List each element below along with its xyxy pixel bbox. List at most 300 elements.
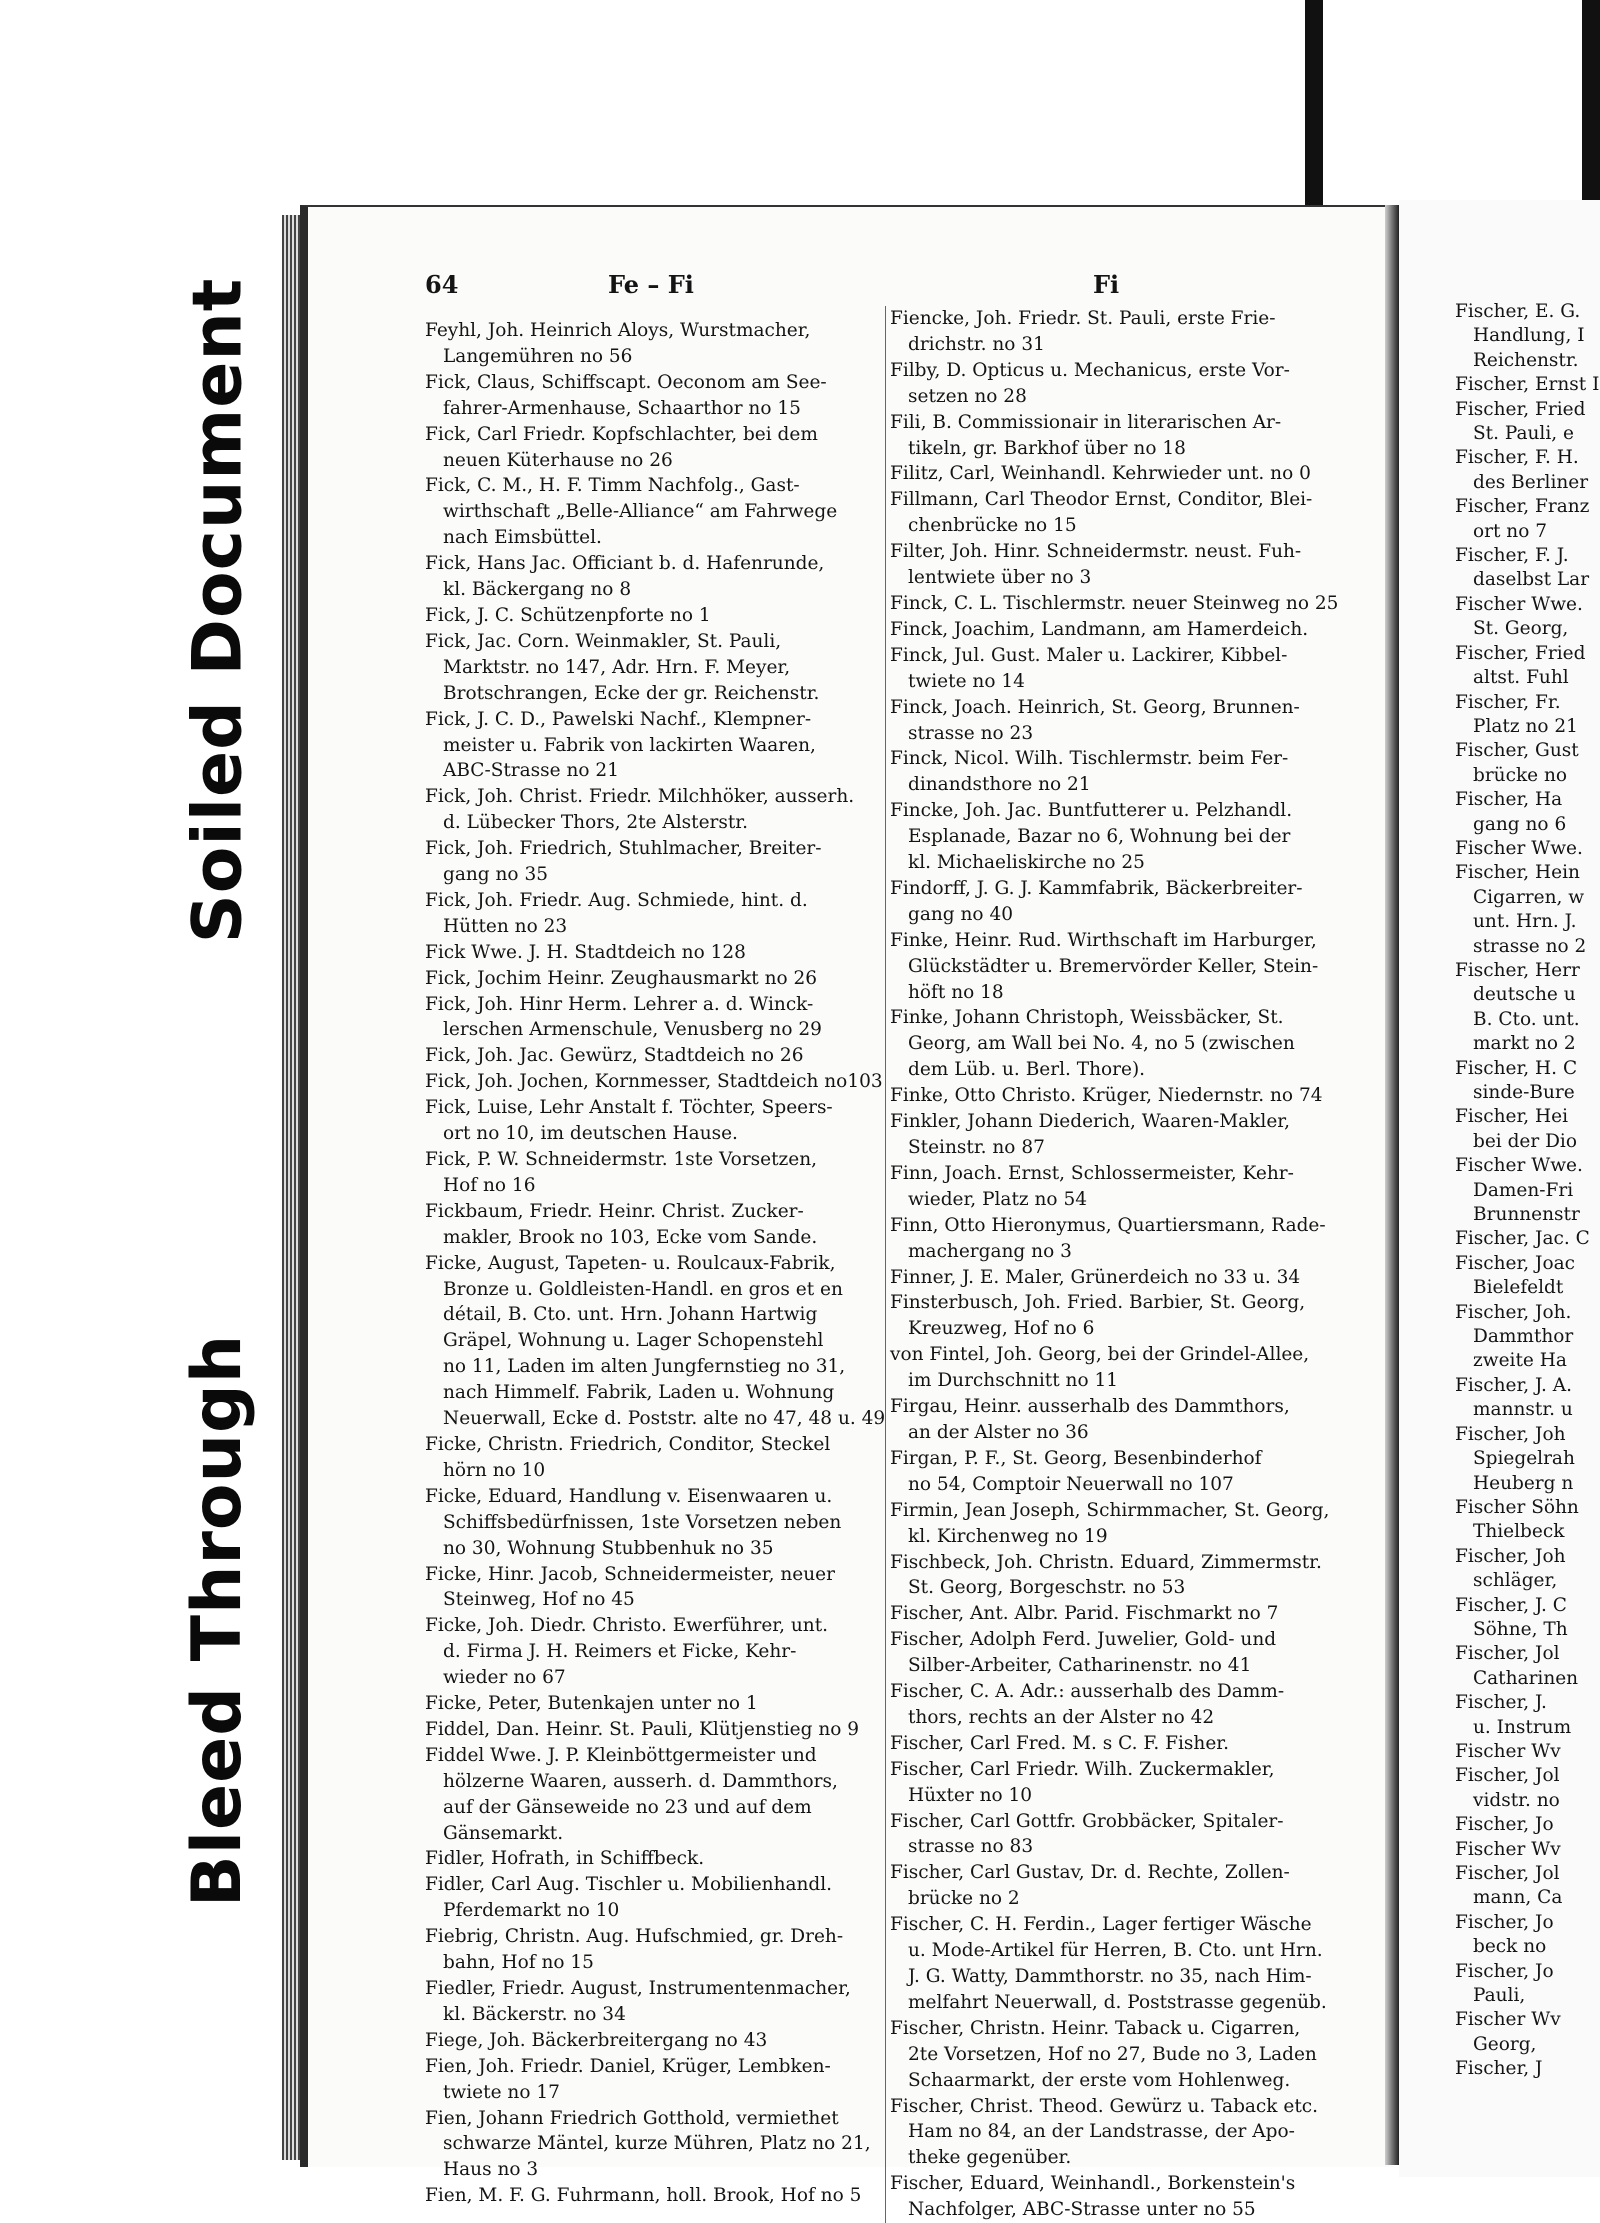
entry-first-line: Finck, Joach. Heinrich, St. Georg, Brunnen- <box>890 696 1300 718</box>
partial-entry-line: Fischer, Joh. <box>1455 1301 1572 1323</box>
partial-entry-line: Fischer, Hei <box>1455 1106 1569 1128</box>
entry-continuation-line: thors, rechts an der Alster no 42 <box>908 1706 1215 1728</box>
entry-continuation-line: Pferdemarkt no 10 <box>443 1900 620 1922</box>
partial-entry-line: brücke no <box>1473 764 1568 786</box>
entry-continuation-line: 2te Vorsetzen, Hof no 27, Bude no 3, Laden <box>908 2043 1317 2065</box>
partial-entry-line: mannstr. u <box>1473 1399 1573 1421</box>
entry-continuation-line: nach Himmelf. Fabrik, Laden u. Wohnung <box>443 1382 835 1404</box>
directory-entry <box>890 798 1345 876</box>
partial-entry-line: Fischer, Herr <box>1455 959 1580 981</box>
partial-entry-line: Georg, <box>1473 2033 1537 2055</box>
directory-entry <box>425 966 880 992</box>
entry-continuation-line: Silber-Arbeiter, Catharinenstr. no 41 <box>908 1655 1252 1677</box>
directory-entry <box>890 1679 1345 1731</box>
entry-continuation-line: Marktstr. no 147, Adr. Hrn. F. Meyer, <box>443 656 791 678</box>
directory-entry <box>425 1924 880 1976</box>
partial-entry-line: Cigarren, w <box>1473 886 1585 908</box>
partial-entry-line: des Berliner <box>1473 471 1589 493</box>
entry-continuation-line: höft no 18 <box>908 981 1004 1003</box>
entry-first-line: Fischer, C. H. Ferdin., Lager fertiger Wäsche <box>890 1914 1312 1936</box>
entry-first-line: Fick Wwe. J. H. Stadtdeich no 128 <box>425 941 746 963</box>
directory-entry <box>425 992 880 1044</box>
directory-entry <box>890 1161 1345 1213</box>
partial-entry-line: Fischer, J <box>1455 2058 1543 2080</box>
partial-entry-line: altst. Fuhl <box>1473 667 1569 689</box>
directory-entry <box>425 1147 880 1199</box>
directory-entry <box>890 617 1345 643</box>
entry-first-line: Firmin, Jean Joseph, Schirmmacher, St. Georg, <box>890 1499 1330 1521</box>
partial-entry-line: Dammthor <box>1473 1326 1574 1348</box>
entry-continuation-line: no 30, Wohnung Stubbenhuk no 35 <box>443 1537 774 1559</box>
partial-entry-line: Fischer, Jac. C <box>1455 1228 1590 1250</box>
entry-first-line: Finke, Heinr. Rud. Wirthschaft im Harburger, <box>890 929 1317 951</box>
entry-first-line: Fick, Hans Jac. Officiant b. d. Hafenrunde, <box>425 553 825 575</box>
partial-entry-line: Fischer, Fried <box>1455 642 1586 664</box>
entry-continuation-line: wirthschaft „Belle-Alliance“ am Fahrwege <box>443 501 838 523</box>
partial-entry-line: Reichenstr. <box>1473 349 1579 371</box>
partial-entry-line: mann, Ca <box>1473 1887 1563 1909</box>
entry-first-line: Fischer, C. A. Adr.: ausserhalb des Damm- <box>890 1681 1285 1703</box>
book-gutter <box>1385 205 1399 2165</box>
page-number: 64 <box>425 270 459 299</box>
entry-continuation-line: twiete no 14 <box>908 670 1025 692</box>
directory-entry <box>890 461 1345 487</box>
partial-entry-line: Fischer, Jol <box>1455 1863 1560 1884</box>
entry-continuation-line: dem Lüb. u. Berl. Thore). <box>908 1059 1146 1081</box>
entry-continuation-line: machergang no 3 <box>908 1240 1072 1262</box>
directory-entry <box>425 422 880 474</box>
directory-entry <box>890 1005 1345 1083</box>
entry-first-line: Fick, Joh. Christ. Friedr. Milchhöker, ausserh. <box>425 786 855 808</box>
entry-continuation-line: kl. Bäckerstr. no 34 <box>443 2003 626 2025</box>
entry-continuation-line: Hüxter no 10 <box>908 1784 1033 1806</box>
entry-first-line: Ficke, Christn. Friedrich, Conditor, Steckel <box>425 1433 831 1455</box>
partial-entry-line: bei der Dio <box>1473 1130 1577 1152</box>
entry-first-line: Fien, M. F. G. Fuhrmann, holl. Brook, Hof no 5 <box>425 2185 862 2207</box>
entry-first-line: Fick, J. C. D., Pawelski Nachf., Klempner- <box>425 708 812 730</box>
entry-first-line: Fien, Johann Friedrich Gotthold, vermiethet <box>425 2107 839 2129</box>
entry-continuation-line: ABC-Strasse no 21 <box>443 760 619 782</box>
entry-first-line: Finke, Otto Christo. Krüger, Niedernstr. no 74 <box>890 1085 1323 1107</box>
partial-entry-line: St. Georg, <box>1473 618 1569 640</box>
partial-entry-line: Fischer, E. G. <box>1455 301 1581 322</box>
entry-continuation-line: Gräpel, Wohnung u. Lager Schopenstehl <box>443 1330 824 1352</box>
partial-entry-line: beck no <box>1473 1936 1547 1958</box>
entry-first-line: Ficke, Peter, Butenkajen unter no 1 <box>425 1693 758 1715</box>
directory-entry <box>425 1562 880 1614</box>
entry-continuation-line: ort no 10, im deutschen Hause. <box>443 1123 738 1145</box>
entry-continuation-line: lerschen Armenschule, Venusberg no 29 <box>443 1019 822 1041</box>
directory-entry <box>890 1550 1345 1602</box>
directory-entry <box>425 707 880 785</box>
entry-continuation-line: bahn, Hof no 15 <box>443 1952 594 1974</box>
entry-continuation-line: Glückstädter u. Bremervörder Keller, Stein- <box>908 955 1319 977</box>
directory-column-middle <box>885 306 1345 2223</box>
partial-entry-line: Fischer, Jo <box>1455 1814 1554 1836</box>
entry-first-line: Fincke, Joh. Jac. Buntfutterer u. Pelzhandl. <box>890 800 1293 822</box>
partial-entry-line: Fischer, F. H. <box>1455 447 1579 469</box>
partial-entry-line: Fischer, Gust <box>1455 740 1579 762</box>
partial-entry-line: Fischer Wv <box>1455 1838 1561 1860</box>
entry-continuation-line: wieder, Platz no 54 <box>908 1188 1087 1210</box>
directory-entry <box>890 591 1345 617</box>
entry-first-line: Fiebrig, Christn. Aug. Hufschmied, gr. Dreh- <box>425 1926 844 1948</box>
entry-first-line: Fick, Jac. Corn. Weinmakler, St. Pauli, <box>425 630 782 652</box>
directory-entry <box>890 1290 1345 1342</box>
entry-continuation-line: Schiffsbedürfnissen, 1ste Vorsetzen neben <box>443 1511 842 1533</box>
directory-entry <box>425 1069 883 1095</box>
directory-entry <box>890 1627 1345 1679</box>
entry-first-line: Fiencke, Joh. Friedr. St. Pauli, erste Frie- <box>890 308 1276 329</box>
entry-continuation-line: Esplanade, Bazar no 6, Wohnung bei der <box>908 826 1291 848</box>
entry-continuation-line: Haus no 3 <box>443 2159 539 2181</box>
entry-continuation-line: Hof no 16 <box>443 1174 536 1196</box>
partial-entry-line: Handlung, I <box>1473 325 1585 347</box>
directory-entry <box>425 2028 880 2054</box>
partial-entry-line: Heuberg n <box>1473 1472 1574 1494</box>
partial-entry-line: Fischer Wv <box>1455 1740 1561 1762</box>
directory-entry <box>425 888 880 940</box>
entry-first-line: Fick, Joh. Friedr. Aug. Schmiede, hint. d. <box>425 889 808 911</box>
partial-entry-line: gang no 6 <box>1473 813 1567 835</box>
partial-entry-line: Söhne, Th <box>1473 1618 1568 1640</box>
entry-continuation-line: Brotschrangen, Ecke der gr. Reichenstr. <box>443 682 820 704</box>
entry-first-line: Fischer, Carl Fred. M. s C. F. Fisher. <box>890 1732 1229 1754</box>
entry-continuation-line: J. G. Watty, Dammthorstr. no 35, nach Him- <box>908 1966 1312 1987</box>
directory-entry <box>890 487 1345 539</box>
partial-entry-line: Fischer Wwe. <box>1455 1155 1583 1177</box>
partial-entry-line: Thielbeck <box>1473 1521 1565 1543</box>
entry-continuation-line: chenbrücke no 15 <box>908 515 1077 537</box>
entry-continuation-line: Bronze u. Goldleisten-Handl. en gros et en <box>443 1278 843 1300</box>
directory-entry <box>890 1446 1345 1498</box>
partial-entry-line: Fischer, Jo <box>1455 1960 1554 1982</box>
entry-continuation-line: kl. Kirchenweg no 19 <box>908 1525 1108 1547</box>
directory-entry <box>425 318 880 370</box>
entry-continuation-line: lentwiete über no 3 <box>908 567 1092 589</box>
entry-continuation-line: no 11, Laden im alten Jungfernstieg no 31, <box>443 1356 846 1378</box>
partial-entry-line: strasse no 2 <box>1473 935 1587 957</box>
entry-first-line: Fischer, Ant. Albr. Parid. Fischmarkt no 7 <box>890 1603 1279 1625</box>
entry-continuation-line: Neuerwall, Ecke d. Poststr. alte no 47, 48 u. 49 <box>443 1408 886 1430</box>
entry-first-line: von Fintel, Joh. Georg, bei der Grindel-Allee, <box>890 1344 1310 1366</box>
entry-first-line: Fick, Jochim Heinr. Zeughausmarkt no 26 <box>425 967 818 989</box>
partial-entry-line: schläger, <box>1473 1570 1558 1592</box>
entry-first-line: Finn, Joach. Ernst, Schlossermeister, Kehr- <box>890 1162 1294 1184</box>
directory-entry <box>425 1251 886 1432</box>
entry-continuation-line: St. Georg, Borgeschstr. no 53 <box>908 1577 1186 1599</box>
entry-first-line: Fick, Claus, Schiffscapt. Oeconom am See- <box>425 371 827 393</box>
partial-entry-line: Fischer Wwe. <box>1455 837 1583 859</box>
entry-first-line: Fischer, Carl Gottfr. Grobbäcker, Spitaler- <box>890 1810 1284 1832</box>
bleed-through-label: Bleed Through <box>178 1333 258 1907</box>
partial-entry-line: Fischer, Ernst I <box>1455 374 1600 396</box>
entry-continuation-line: no 54, Comptoir Neuerwall no 107 <box>908 1473 1234 1495</box>
entry-continuation-line: neuen Küterhause no 26 <box>443 449 673 471</box>
partial-entry-line: markt no 2 <box>1473 1033 1576 1055</box>
directory-entry <box>425 629 880 707</box>
entry-continuation-line: u. Mode-Artikel für Herren, B. Cto. unt Hrn. <box>908 1940 1323 1962</box>
partial-entry-line: Fischer, H. C <box>1455 1057 1578 1079</box>
directory-entry <box>425 1872 880 1924</box>
directory-entry <box>425 1691 880 1717</box>
partial-entry-line: Fischer, J. <box>1455 1692 1547 1714</box>
entry-first-line: Fick, Luise, Lehr Anstalt f. Töchter, Speers- <box>425 1097 833 1119</box>
partial-entry-line: vidstr. no <box>1473 1789 1560 1811</box>
entry-continuation-line: melfahrt Neuerwall, d. Poststrasse gegenüb. <box>908 1991 1327 2013</box>
entry-first-line: Filitz, Carl, Weinhandl. Kehrwieder unt. no 0 <box>890 463 1311 485</box>
entry-first-line: Finner, J. E. Maler, Grünerdeich no 33 u. 34 <box>890 1266 1301 1288</box>
partial-entry-line: Platz no 21 <box>1473 715 1578 737</box>
entry-first-line: Finkler, Johann Diederich, Waaren-Makler, <box>890 1111 1290 1133</box>
running-head-center: Fi <box>1093 270 1120 299</box>
partial-entry-line: ort no 7 <box>1473 520 1547 542</box>
partial-entry-line: St. Pauli, e <box>1473 423 1574 445</box>
entry-continuation-line: d. Lübecker Thors, 2te Alsterstr. <box>443 812 748 834</box>
entry-first-line: Ficke, Joh. Diedr. Christo. Ewerführer, unt. <box>425 1615 829 1637</box>
page-stack-edge <box>282 215 300 2160</box>
entry-first-line: Filby, D. Opticus u. Mechanicus, erste Vor- <box>890 359 1290 381</box>
partial-entry-line: Fischer, Ha <box>1455 789 1563 811</box>
directory-column-right-partial <box>1455 300 1600 2082</box>
partial-entry-line: Damen-Fri <box>1473 1179 1574 1201</box>
directory-entry <box>890 1083 1345 1109</box>
entry-first-line: Fick, C. M., H. F. Timm Nachfolg., Gast- <box>425 475 800 497</box>
entry-continuation-line: wieder no 67 <box>443 1667 566 1689</box>
entry-continuation-line: drichstr. no 31 <box>908 333 1045 355</box>
directory-entry <box>425 1095 880 1147</box>
entry-continuation-line: fahrer-Armenhause, Schaarthor no 15 <box>443 397 801 419</box>
entry-continuation-line: makler, Brook no 103, Ecke vom Sande. <box>443 1226 818 1248</box>
partial-entry-line: u. Instrum <box>1473 1716 1572 1738</box>
entry-continuation-line: Steinstr. no 87 <box>908 1137 1045 1158</box>
entry-first-line: Finck, Jul. Gust. Maler u. Lackirer, Kibbel- <box>890 644 1288 666</box>
entry-continuation-line: nach Eimsbüttel. <box>443 527 602 549</box>
entry-first-line: Fick, P. W. Schneidermstr. 1ste Vorsetzen, <box>425 1149 818 1170</box>
directory-entry <box>425 1043 880 1069</box>
entry-continuation-line: setzen no 28 <box>908 385 1027 407</box>
entry-continuation-line: an der Alster no 36 <box>908 1421 1089 1443</box>
entry-first-line: Fischer, Eduard, Weinhandl., Borkenstein's <box>890 2173 1296 2195</box>
partial-entry-line: unt. Hrn. J. <box>1473 911 1577 933</box>
entry-first-line: Feyhl, Joh. Heinrich Aloys, Wurstmacher, <box>425 320 811 341</box>
entry-first-line: Firgan, P. F., St. Georg, Besenbinderhof <box>890 1447 1262 1469</box>
directory-entry <box>890 1109 1345 1161</box>
partial-entry-line: Spiegelrah <box>1473 1448 1575 1470</box>
directory-entry <box>425 2106 880 2184</box>
directory-entry <box>890 876 1345 928</box>
entry-first-line: Fischer, Carl Friedr. Wilh. Zuckermakler, <box>890 1758 1275 1780</box>
directory-entry <box>890 1394 1345 1446</box>
entry-first-line: Fidler, Carl Aug. Tischler u. Mobilienhandl. <box>425 1874 833 1896</box>
directory-entry <box>890 2094 1345 2172</box>
entry-first-line: Ficke, Eduard, Handlung v. Eisenwaaren u. <box>425 1485 833 1507</box>
page-edge-bar-right <box>1582 0 1600 220</box>
entry-first-line: Fischer, Carl Gustav, Dr. d. Rechte, Zollen- <box>890 1862 1290 1884</box>
entry-first-line: Firgau, Heinr. ausserhalb des Dammthors, <box>890 1396 1290 1418</box>
entry-first-line: Fick, Carl Friedr. Kopfschlachter, bei dem <box>425 423 818 445</box>
directory-entry <box>890 539 1345 591</box>
directory-entry <box>425 1717 880 1743</box>
entry-first-line: Finn, Otto Hieronymus, Quartiersmann, Rade- <box>890 1214 1326 1236</box>
entry-continuation-line: strasse no 83 <box>908 1836 1034 1858</box>
entry-first-line: Fick, Joh. Friedrich, Stuhlmacher, Breiter- <box>425 838 822 860</box>
directory-entry <box>890 358 1345 410</box>
entry-continuation-line: Ham no 84, an der Landstrasse, der Apo- <box>908 2121 1295 2143</box>
partial-entry-line: Fischer, Joh <box>1455 1545 1566 1567</box>
entry-continuation-line: Langemühren no 56 <box>443 345 633 367</box>
entry-first-line: Fidler, Hofrath, in Schiffbeck. <box>425 1848 705 1870</box>
directory-entry <box>425 1846 880 1872</box>
entry-continuation-line: brücke no 2 <box>908 1888 1020 1910</box>
entry-first-line: Ficke, Hinr. Jacob, Schneidermeister, neuer <box>425 1563 835 1585</box>
directory-entry <box>890 1601 1345 1627</box>
directory-entry <box>890 1342 1345 1394</box>
entry-continuation-line: hölzerne Waaren, ausserh. d. Dammthors, <box>443 1770 838 1792</box>
entry-first-line: Finck, C. L. Tischlermstr. neuer Steinweg no 25 <box>890 592 1339 614</box>
directory-entry <box>890 643 1345 695</box>
entry-first-line: Fick, Joh. Hinr Herm. Lehrer a. d. Winck- <box>425 993 814 1015</box>
partial-entry-line: Catharinen <box>1473 1667 1579 1689</box>
directory-entry <box>890 746 1345 798</box>
entry-first-line: Finsterbusch, Joh. Fried. Barbier, St. Georg, <box>890 1292 1306 1314</box>
partial-entry-line: Fischer, Jol <box>1455 1765 1560 1787</box>
partial-entry-line: Fischer Wv <box>1455 2009 1561 2031</box>
partial-entry-line: Pauli, <box>1473 1985 1526 2007</box>
partial-entry-line: Fischer, J. C <box>1455 1594 1567 1616</box>
entry-continuation-line: strasse no 23 <box>908 722 1034 744</box>
directory-entry <box>890 695 1345 747</box>
entry-continuation-line: tikeln, gr. Barkhof über no 18 <box>908 437 1186 459</box>
entry-first-line: Fiege, Joh. Bäckerbreitergang no 43 <box>425 2029 768 2051</box>
entry-first-line: Fick, J. C. Schützenpforte no 1 <box>425 604 711 626</box>
entry-continuation-line: kl. Michaeliskirche no 25 <box>908 852 1145 874</box>
entry-first-line: Finck, Nicol. Wilh. Tischlermstr. beim Fer- <box>890 748 1289 770</box>
partial-entry-line: Fischer Wwe. <box>1455 593 1583 615</box>
partial-entry-line: Fischer, Jol <box>1455 1643 1560 1665</box>
partial-entry-line: Fischer, Fried <box>1455 398 1586 420</box>
entry-continuation-line: schwarze Mäntel, kurze Mühren, Platz no 21, <box>443 2133 871 2155</box>
directory-entry <box>425 836 880 888</box>
directory-entry <box>425 1199 880 1251</box>
directory-entry <box>890 1213 1345 1265</box>
entry-first-line: Fick, Joh. Jac. Gewürz, Stadtdeich no 26 <box>425 1045 804 1067</box>
directory-entry <box>890 1809 1345 1861</box>
directory-entry <box>890 1498 1345 1550</box>
directory-entry <box>425 2054 880 2106</box>
entry-continuation-line: hörn no 10 <box>443 1459 546 1481</box>
entry-first-line: Fili, B. Commissionair in literarischen Ar- <box>890 411 1282 433</box>
entry-continuation-line: Georg, am Wall bei No. 4, no 5 (zwischen <box>908 1033 1295 1055</box>
entry-continuation-line: Nachfolger, ABC-Strasse unter no 55 <box>908 2199 1256 2221</box>
directory-entry <box>890 1912 1345 2016</box>
partial-entry-line: Fischer, Hein <box>1455 862 1580 884</box>
page-edge-bar-top <box>1305 0 1323 210</box>
entry-continuation-line: Schaarmarkt, der erste vom Hohlenweg. <box>908 2069 1291 2091</box>
directory-entry <box>890 928 1345 1006</box>
directory-entry <box>425 370 880 422</box>
directory-entry <box>425 603 880 629</box>
directory-entry <box>425 1613 880 1691</box>
directory-entry <box>425 1484 880 1562</box>
directory-entry <box>890 2171 1345 2223</box>
running-head-left: Fe – Fi <box>608 270 694 299</box>
directory-entry <box>425 940 880 966</box>
entry-first-line: Finke, Johann Christoph, Weissbäcker, St. <box>890 1007 1284 1029</box>
partial-entry-line: Fischer, Fr. <box>1455 691 1561 713</box>
entry-first-line: Fickbaum, Friedr. Heinr. Christ. Zucker- <box>425 1200 804 1222</box>
partial-entry-line: Fischer, Joh <box>1455 1423 1566 1445</box>
partial-entry-line: zweite Ha <box>1473 1350 1567 1372</box>
directory-column-left <box>425 318 886 2209</box>
entry-first-line: Fick, Joh. Jochen, Kornmesser, Stadtdeich no103 <box>425 1071 883 1093</box>
soiled-document-label: Soiled Document <box>178 277 258 943</box>
partial-entry-line: Fischer, Joac <box>1455 1252 1575 1274</box>
entry-continuation-line: auf der Gänseweide no 23 und auf dem <box>443 1796 812 1818</box>
entry-continuation-line: gang no 40 <box>908 903 1013 925</box>
entry-continuation-line: meister u. Fabrik von lackirten Waaren, <box>443 734 816 756</box>
directory-entry <box>890 1860 1345 1912</box>
entry-continuation-line: kl. Bäckergang no 8 <box>443 579 632 601</box>
bleed-through-stamp <box>168 1333 268 1907</box>
directory-entry <box>890 1731 1345 1757</box>
entry-continuation-line: Gänsemarkt. <box>443 1822 564 1844</box>
entry-first-line: Fischer, Christ. Theod. Gewürz u. Taback etc. <box>890 2095 1319 2117</box>
entry-continuation-line: theke gegenüber. <box>908 2147 1072 2169</box>
entry-first-line: Finck, Joachim, Landmann, am Hamerdeich. <box>890 618 1309 640</box>
directory-entry <box>425 551 880 603</box>
entry-first-line: Fiddel, Dan. Heinr. St. Pauli, Klütjenstieg no 9 <box>425 1718 860 1740</box>
soiled-document-stamp <box>168 277 268 943</box>
entry-continuation-line: détail, B. Cto. unt. Hrn. Johann Hartwig <box>443 1304 818 1326</box>
entry-first-line: Fischbeck, Joh. Christn. Eduard, Zimmermstr. <box>890 1551 1322 1573</box>
partial-entry-line: Fischer, Jo <box>1455 1911 1554 1933</box>
directory-entry <box>890 306 1345 358</box>
entry-continuation-line: Steinweg, Hof no 45 <box>443 1589 635 1611</box>
directory-entry <box>890 410 1345 462</box>
entry-first-line: Fien, Joh. Friedr. Daniel, Krüger, Lembken- <box>425 2055 831 2077</box>
directory-entry <box>425 473 880 551</box>
partial-entry-line: Bielefeldt <box>1473 1277 1564 1299</box>
entry-first-line: Fiddel Wwe. J. P. Kleinböttgermeister und <box>425 1744 817 1766</box>
entry-first-line: Findorff, J. G. J. Kammfabrik, Bäckerbreiter- <box>890 877 1303 899</box>
entry-first-line: Fillmann, Carl Theodor Ernst, Conditor, Blei- <box>890 489 1313 511</box>
partial-entry-line: Fischer, F. J. <box>1455 545 1569 567</box>
partial-entry-line: Brunnenstr <box>1473 1204 1580 1226</box>
entry-continuation-line: im Durchschnitt no 11 <box>908 1370 1119 1392</box>
partial-entry-line: B. Cto. unt. <box>1473 1008 1580 1030</box>
partial-entry-line: daselbst Lar <box>1473 569 1590 591</box>
entry-first-line: Filter, Joh. Hinr. Schneidermstr. neust. Fuh- <box>890 541 1302 563</box>
directory-entry <box>425 1432 880 1484</box>
entry-continuation-line: dinandsthore no 21 <box>908 774 1091 796</box>
partial-entry-line: Fischer Söhn <box>1455 1496 1579 1518</box>
directory-entry <box>890 1757 1345 1809</box>
directory-entry <box>425 1976 880 2028</box>
directory-entry <box>425 784 880 836</box>
partial-entry-line: sinde-Bure <box>1473 1082 1575 1103</box>
partial-entry-line: Fischer, Franz <box>1455 496 1590 518</box>
directory-entry <box>425 1743 880 1847</box>
directory-entry <box>890 1265 1345 1291</box>
partial-entry-line: Fischer, J. A. <box>1455 1374 1573 1396</box>
entry-continuation-line: gang no 35 <box>443 864 548 886</box>
directory-entry <box>425 2183 880 2209</box>
entry-first-line: Fischer, Christn. Heinr. Taback u. Cigarren, <box>890 2017 1301 2039</box>
partial-entry-line: deutsche u <box>1473 984 1576 1006</box>
entry-first-line: Fiedler, Friedr. August, Instrumentenmacher, <box>425 1978 851 1999</box>
entry-first-line: Fischer, Adolph Ferd. Juwelier, Gold- und <box>890 1629 1277 1651</box>
